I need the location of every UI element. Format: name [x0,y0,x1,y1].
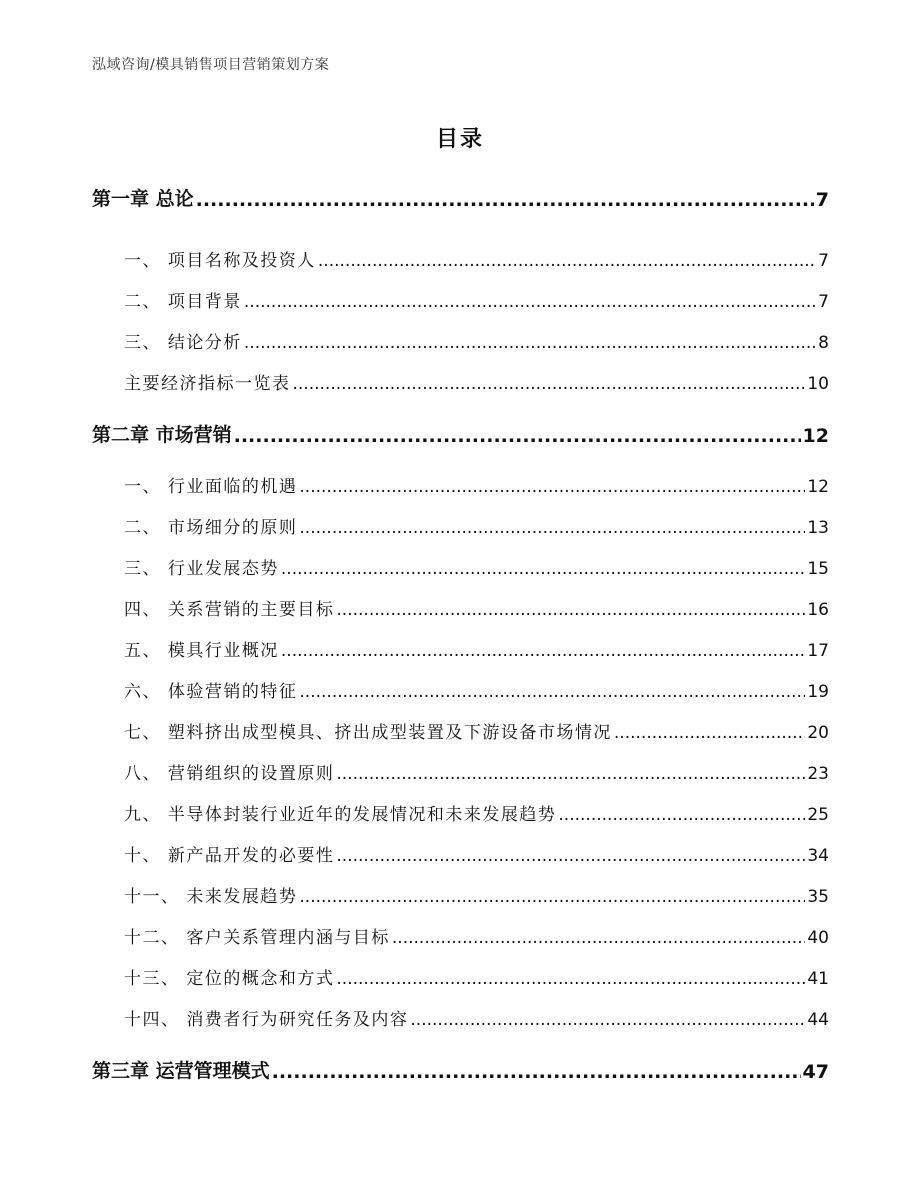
toc-page-number: 12 [807,477,829,497]
leader-dots [244,333,816,353]
toc-page-number: 23 [807,764,829,784]
toc-label: 第一章 总论 [92,188,194,210]
toc-page-number: 20 [807,723,829,743]
leader-dots [392,928,805,948]
leader-dots [244,292,816,312]
toc-page-number: 10 [807,374,829,394]
leader-dots [299,682,805,702]
leader-dots [336,600,805,620]
toc-label: 一、 项目名称及投资人 [124,251,316,271]
leader-dots [281,559,805,579]
leader-dots [558,805,805,825]
toc-page-number: 7 [815,189,829,211]
toc-page-number: 7 [818,292,829,312]
toc-page-number: 17 [807,641,829,661]
toc-label: 十一、 未来发展趋势 [124,887,298,907]
toc-label: 第二章 市场营销 [92,424,232,446]
leader-dots [336,846,805,866]
toc-page-number: 35 [807,887,829,907]
toc-label: 二、 市场细分的原则 [124,518,298,538]
toc-entry[interactable] [124,513,829,538]
toc-label: 二、 项目背景 [124,292,242,312]
toc-entry[interactable] [124,677,829,702]
leader-dots [336,764,805,784]
toc-label: 一、 行业面临的机遇 [124,477,298,497]
toc-label: 三、 行业发展态势 [124,559,279,579]
toc-label: 八、 营销组织的设置原则 [124,764,335,784]
toc-label: 十二、 客户关系管理内涵与目标 [124,928,390,948]
toc-label: 六、 体验营销的特征 [124,682,298,702]
toc-page-number: 40 [807,928,829,948]
leader-dots [410,1010,805,1030]
toc-label: 九、 半导体封装行业近年的发展情况和未来发展趋势 [124,805,557,825]
toc-entry[interactable] [124,328,829,353]
leader-dots [281,641,805,661]
toc-entry[interactable] [124,636,829,661]
toc-label: 十三、 定位的概念和方式 [124,969,335,989]
toc-entry[interactable] [124,718,829,743]
toc-entry[interactable] [124,800,829,825]
leader-dots [272,1061,801,1083]
toc-entry[interactable] [124,472,829,497]
leader-dots [196,189,814,211]
toc-label: 十、 新产品开发的必要性 [124,846,335,866]
toc-label: 第三章 运营管理模式 [92,1060,270,1082]
page-header: 泓域咨询/模具销售项目营销策划方案 [92,57,330,73]
toc-entry[interactable] [124,841,829,866]
toc-page-number: 25 [807,805,829,825]
toc-page-number: 15 [807,559,829,579]
toc-entry[interactable] [124,923,829,948]
toc-title: 目录 [435,127,484,152]
toc-page-number: 7 [818,251,829,271]
toc-label: 十四、 消费者行为研究任务及内容 [124,1010,409,1030]
leader-dots [299,477,805,497]
toc-chapter[interactable] [92,184,829,211]
toc-page-number: 13 [807,518,829,538]
toc-label: 七、 塑料挤出成型模具、挤出成型装置及下游设备市场情况 [124,723,612,743]
leader-dots [234,425,801,447]
toc-entry[interactable] [124,246,829,271]
toc-entry[interactable] [124,554,829,579]
toc-page-number: 41 [807,969,829,989]
toc-label: 主要经济指标一览表 [124,374,291,394]
toc-page-number: 8 [818,333,829,353]
leader-dots [614,723,805,743]
toc-label: 三、 结论分析 [124,333,242,353]
toc-entry[interactable] [124,1005,829,1030]
toc-page-number: 19 [807,682,829,702]
leader-dots [293,374,806,394]
toc-label: 四、 关系营销的主要目标 [124,600,335,620]
toc-chapter[interactable] [92,1056,829,1083]
leader-dots [299,518,805,538]
toc-page-number: 34 [807,846,829,866]
leader-dots [336,969,805,989]
toc-entry[interactable] [124,964,829,989]
toc-page-number: 16 [807,600,829,620]
toc-entry[interactable] [124,759,829,784]
leader-dots [318,251,816,271]
toc-label: 五、 模具行业概况 [124,641,279,661]
toc-page-number: 44 [807,1010,829,1030]
toc-chapter[interactable] [92,420,829,447]
toc-entry[interactable] [124,595,829,620]
toc-entry[interactable] [124,287,829,312]
toc-entry[interactable] [124,882,829,907]
toc-page-number: 12 [802,425,829,447]
leader-dots [299,887,805,907]
toc-page-number: 47 [802,1061,829,1083]
toc-entry[interactable] [124,369,829,394]
